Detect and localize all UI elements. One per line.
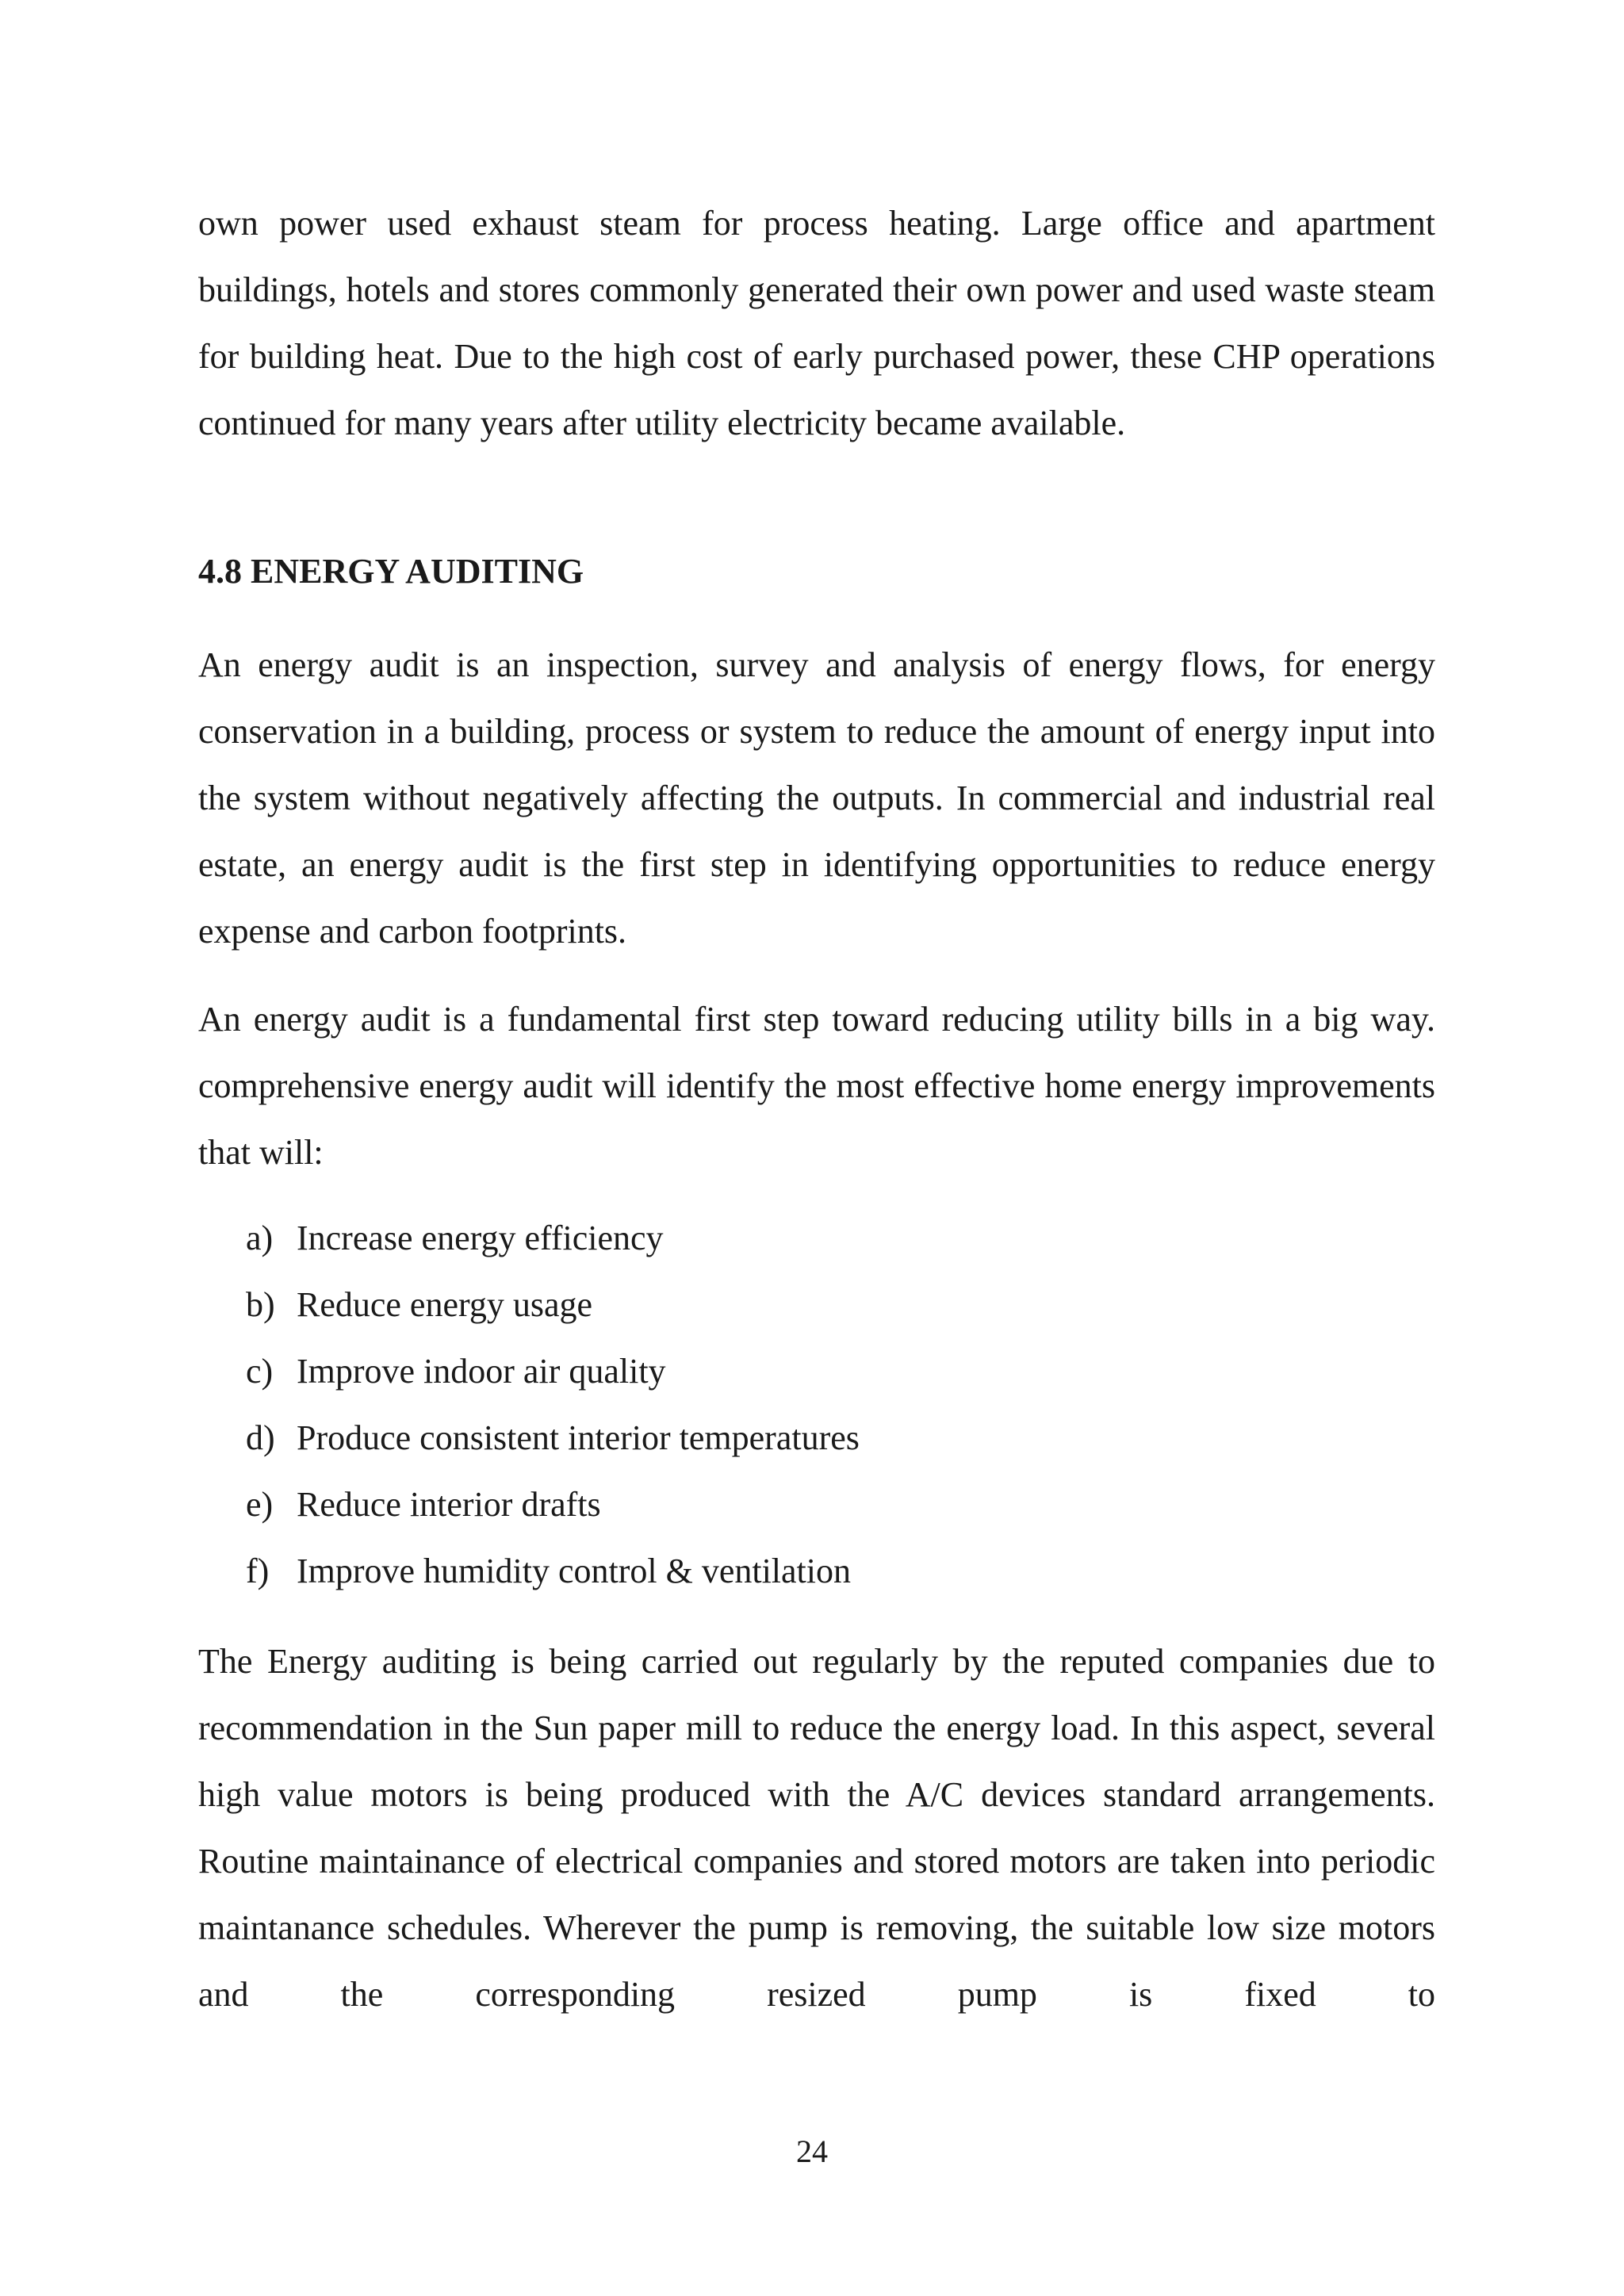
list-marker: f) — [246, 1552, 270, 1590]
improvements-list — [246, 1205, 860, 1605]
list-item-text: Produce consistent interior temperatures — [297, 1418, 860, 1457]
list-item — [246, 1405, 860, 1471]
list-marker: c) — [246, 1352, 274, 1391]
page-number: 24 — [796, 2133, 828, 2169]
list-marker: a) — [246, 1219, 274, 1257]
list-item-text: Reduce energy usage — [297, 1285, 593, 1324]
list-item — [246, 1538, 860, 1605]
paragraph-chp-history: own power used exhaust steam for process heating. Large office and apartment buildings, hotels and stores commonly generated their own power and used waste steam for building heat. Due to the high cost of early purchased power, these CHP operations continued for many years after utility electricity became available. — [198, 204, 1435, 442]
list-marker: e) — [246, 1485, 274, 1524]
list-item — [246, 1338, 860, 1405]
section-heading: 4.8 ENERGY AUDITING — [198, 552, 584, 591]
list-item-text: Increase energy efficiency — [297, 1219, 664, 1257]
list-marker: d) — [246, 1418, 275, 1457]
list-item — [246, 1272, 860, 1338]
list-item-text: Improve indoor air quality — [297, 1352, 666, 1391]
paragraph-energy-audit-definition: An energy audit is an inspection, survey and analysis of energy flows, for energy conservation in a building, process or system to reduce the amount of energy input into the system without negatively affecting the outputs. In commercial and industrial real estate, an energy audit is the first step in identifying opportunities to reduce energy expense and carbon footprints. — [198, 645, 1435, 951]
list-item-text: Improve humidity control & ventilation — [297, 1552, 851, 1590]
list-item-text: Reduce interior drafts — [297, 1485, 601, 1524]
paragraph-energy-audit-benefits: An energy audit is a fundamental first step toward reducing utility bills in a big way. comprehensive energy audit will identify the most effective home energy improvements that will: — [198, 1000, 1435, 1172]
paragraph-sun-paper-mill: The Energy auditing is being carried out regularly by the reputed companies due to recommendation in the Sun paper mill to reduce the energy load. In this aspect, several high value motors is being produced with the A/C devices standard arrangements. Routine maintainance of electrical companies and stored motors are taken into periodic maintanance schedules. Wherever the pump is removing, the suitable low size motors and the corresponding resized pump is fixed to — [198, 1642, 1435, 2014]
list-item — [246, 1205, 860, 1272]
list-item — [246, 1471, 860, 1538]
list-marker: b) — [246, 1285, 275, 1324]
